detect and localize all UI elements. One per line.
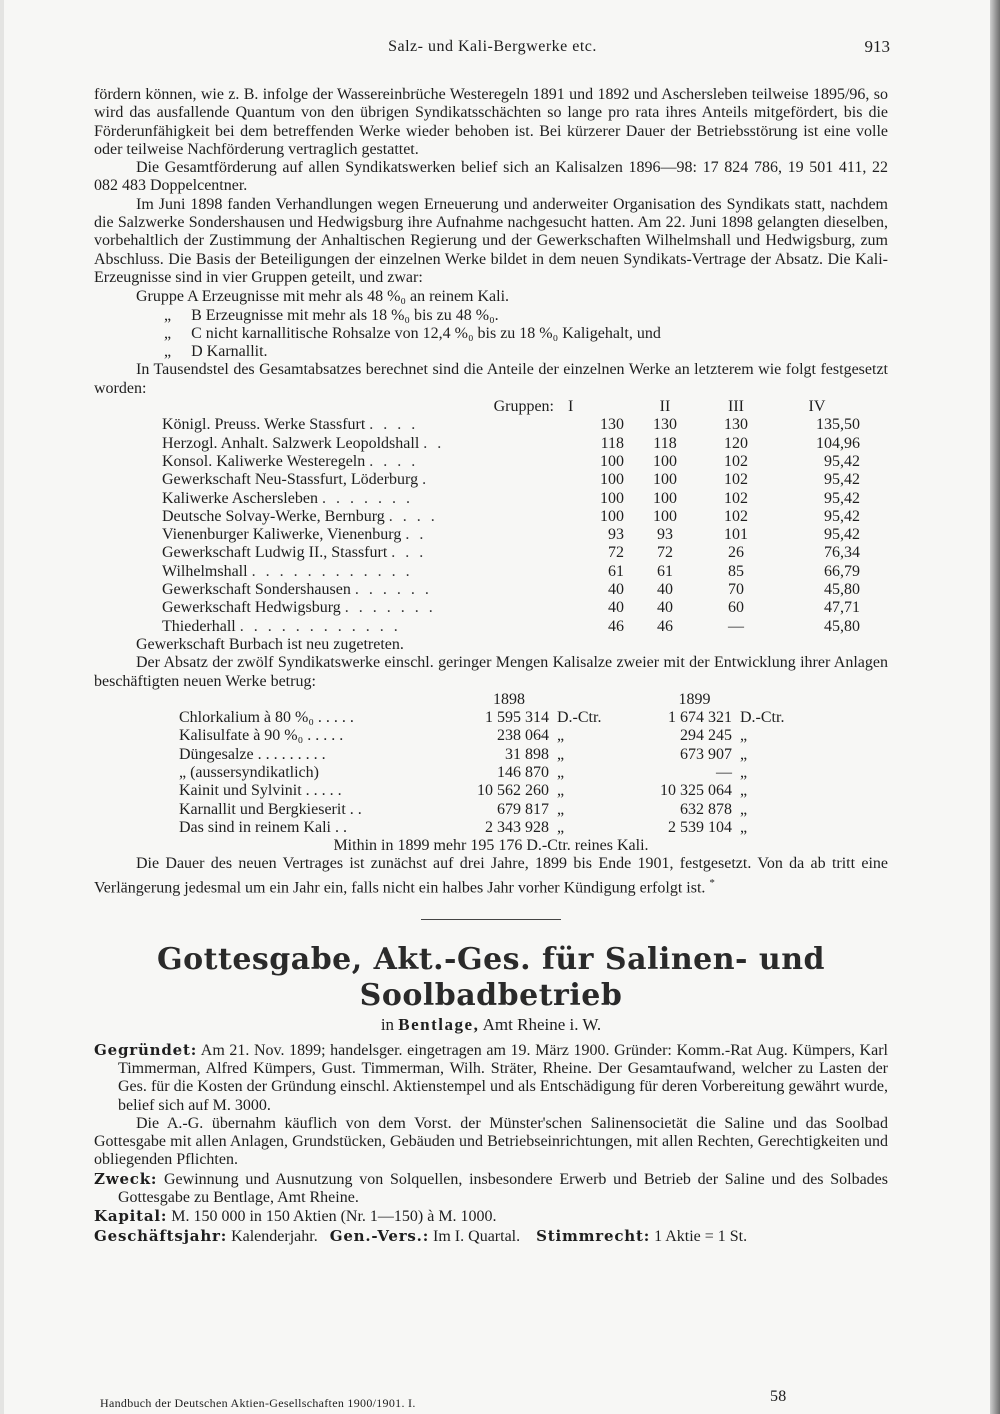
- allocation-table: [162, 398, 860, 636]
- location-name: Bentlage,: [398, 1015, 480, 1035]
- sales-value-1898: 1 595 314: [485, 709, 549, 727]
- share-value: 76,34: [824, 544, 860, 562]
- sales-value-1899: 632 878: [680, 800, 732, 818]
- share-value: 47,71: [824, 599, 860, 617]
- product-name: Chlorkalium à 80 %₀ . . . . .: [179, 709, 354, 727]
- paragraph-sales-intro: Der Absatz der zwölf Syndikatswerke einschl. geringer Mengen Kalisalze zweier mit der Entwicklung ihrer Anlagen beschäftigten neuen Werke betrug:: [94, 654, 888, 690]
- share-value: 95,42: [824, 452, 860, 470]
- allocation-row: [162, 581, 860, 599]
- sales-row: [179, 764, 820, 782]
- sales-row: [179, 727, 820, 745]
- paragraph-duration: Die Dauer des neuen Vertrages ist zunächst auf drei Jahre, 1899 bis Ende 1901, festgesetzt. Von da ab tritt eine Verlängerung jedesmal um ein Jahr ein, falls nicht ein halbes Jahr vorher Kündigung erfolgt ist. *: [94, 855, 888, 897]
- unit-1899: D.-Ctr.: [740, 709, 785, 727]
- capital-label: Kapital:: [94, 1207, 168, 1226]
- sales-value-1899: 2 539 104: [668, 818, 732, 836]
- unit-1899: „: [740, 727, 748, 745]
- general-meeting-label: Gen.-Vers.:: [329, 1226, 430, 1245]
- unit-1898: „: [557, 818, 565, 836]
- works-name: Thiederhall . . . . . . . . . . . .: [162, 617, 401, 635]
- share-value: 100: [653, 471, 677, 489]
- share-value: 130: [600, 416, 624, 434]
- unit-1898: „: [557, 727, 565, 745]
- share-value: 95,42: [824, 489, 860, 507]
- group-item: Gruppe A Erzeugnisse mit mehr als 48 %₀ an reinem Kali.: [136, 288, 510, 306]
- acquisition-entry: Die A.-G. übernahm käuflich von dem Vorst. der Münster'schen Salinensocietät die Saline und das Soolbad Gottesgabe mit allen Anlagen, Grundstücken, Gebäuden und Betriebseinrichtungen, mit allen Rechten, Gerechtigkeiten und obliegenden Pflichten.: [94, 1114, 888, 1169]
- share-value: 40: [608, 581, 624, 599]
- share-value: 70: [728, 581, 744, 599]
- share-value: 40: [608, 599, 624, 617]
- works-name: Gewerkschaft Hedwigsburg . . . . . . .: [162, 599, 436, 617]
- share-value: 95,42: [824, 526, 860, 544]
- year-header: 1898: [493, 690, 525, 708]
- sales-value-1898: 146 870: [497, 763, 549, 781]
- share-value: 66,79: [824, 562, 860, 580]
- sales-value-1898: 2 343 928: [485, 818, 549, 836]
- share-value: 85: [728, 562, 744, 580]
- sales-value-1899: 673 907: [680, 745, 732, 763]
- company-title: Gottesgabe, Akt.-Ges. für Salinen- und Soolbadbetrieb: [156, 942, 826, 1014]
- share-value: 45,80: [824, 581, 860, 599]
- sales-value-1898: 31 898: [505, 745, 549, 763]
- allocation-row: [162, 544, 860, 562]
- unit-1898: „: [557, 763, 565, 781]
- share-value: 100: [600, 489, 624, 507]
- share-value: 95,42: [824, 471, 860, 489]
- share-value: 93: [657, 526, 673, 544]
- page-body: [94, 86, 888, 1246]
- paragraph-negotiations: Im Juni 1898 fanden Verhandlungen wegen Erneuerung und anderweiter Organisation des Syndikats statt, nachdem die Salzwerke Sondershausen und Hedwigsburg ihre Aufnahme nachgesucht hatten. Am 22. Juni 1898 gelangten dieselben, vorbehaltlich der Zustimmung der Anhaltischen Regierung und der Gewerkschaften Wilhelmshall und Hedwigsburg, zum Abschluss. Die Basis der Beteiligungen der einzelnen Werke bildet in dem neuen Syndikats-Vertrage der Absatz. Die Kali-Erzeugnisse sind in vier Gruppen geteilt, und zwar:: [94, 195, 888, 286]
- share-value: 118: [653, 434, 677, 452]
- share-value: 102: [724, 471, 748, 489]
- running-title: Salz- und Kali-Bergwerke etc.: [388, 38, 597, 55]
- sales-value-1898: 10 562 260: [477, 782, 549, 800]
- share-value: 100: [600, 452, 624, 470]
- section-divider: [421, 919, 561, 920]
- unit-1899: „: [740, 745, 748, 763]
- share-value: 40: [657, 581, 673, 599]
- allocation-row: [162, 453, 860, 471]
- unit-1898: „: [557, 800, 565, 818]
- share-value: 102: [724, 452, 748, 470]
- column-header: III: [728, 398, 744, 416]
- share-value: 100: [653, 507, 677, 525]
- page-number: 913: [864, 37, 890, 56]
- purpose-entry: Zweck: Gewinnung und Ausnutzung von Solquellen, insbesondere Erwerb und Betrieb der Saline und des Solbades Gottesgabe zu Bentlage, Amt Rheine.: [94, 1169, 889, 1207]
- allocation-row: [162, 563, 860, 581]
- paragraph-continuation: fördern können, wie z. B. infolge der Wassereinbrüche Westeregeln 1891 und 1892 und Aschersleben teilweise 1895/96, so wird das ausfallende Quantum von den übrigen Syndikatsschächten so lange pro rata ihres Anteils mitgefördert, bis die Förderunfähigkeit bei dem betreffenden Werke wieder behoben ist. Bei kürzerer Dauer der Betriebsstörung ist eine volle oder teilweise Nachförderung vertraglich gestattet.: [94, 86, 888, 158]
- share-value: 101: [724, 526, 748, 544]
- allocation-header-row: [162, 398, 860, 416]
- page-left-edge: [0, 0, 4, 1414]
- share-value: 102: [724, 489, 748, 507]
- product-groups-list: [136, 288, 888, 361]
- allocation-row: [162, 526, 860, 544]
- allocation-row: [162, 471, 860, 489]
- product-name: Karnallit und Bergkieserit . .: [179, 800, 362, 818]
- sales-value-1899: 1 674 321: [668, 709, 732, 727]
- paragraph-difference: Mithin in 1899 mehr 195 176 D.-Ctr. reines Kali.: [333, 837, 649, 855]
- share-value: 102: [724, 507, 748, 525]
- share-value: 100: [600, 507, 624, 525]
- share-value: 61: [657, 562, 673, 580]
- sales-row: [179, 709, 820, 727]
- sales-row: [179, 801, 820, 819]
- share-value: 72: [608, 544, 624, 562]
- product-name: Düngesalze . . . . . . . . .: [179, 745, 326, 763]
- works-name: Gewerkschaft Ludwig II., Stassfurt . . .: [162, 544, 427, 562]
- unit-1899: „: [740, 763, 748, 781]
- share-value: —: [728, 617, 744, 635]
- share-value: 120: [724, 434, 748, 452]
- allocation-row: [162, 508, 860, 526]
- year-header: 1899: [678, 690, 711, 708]
- sales-value-1898: 679 817: [497, 800, 549, 818]
- fiscal-label: Geschäftsjahr:: [94, 1226, 228, 1245]
- share-value: 130: [653, 416, 677, 434]
- allocation-row: [162, 618, 860, 636]
- share-value: 93: [608, 526, 624, 544]
- paragraph-shares-intro: In Tausendstel des Gesamtabsatzes berechnet sind die Anteile der einzelnen Werke an letzterem wie folgt festgesetzt worden:: [94, 361, 888, 397]
- sales-header-row: [179, 691, 820, 709]
- works-name: Wilhelmshall . . . . . . . . . . . .: [162, 562, 413, 580]
- founded-entry: Gegründet: Am 21. Nov. 1899; handelsger. eingetragen am 19. März 1900. Gründer: Komm.-Rat Aug. Kümpers, Karl Timmerman, Alfred Kümpers, Gust. Timmerman, Wilh. Sträter, Rheine. Der Gesamtaufwand, welcher zu Lasten der Ges. für die Kosten der Gründung einschl. Aktienstempel und als Entschädigung für deren Vorbereitung gewährt wurde, belief sich auf M. 3000.: [94, 1040, 888, 1114]
- works-name: Kaliwerke Aschersleben . . . . . . .: [162, 489, 413, 507]
- unit-1899: „: [740, 818, 748, 836]
- share-value: 100: [600, 471, 624, 489]
- share-value: 104,96: [816, 434, 860, 452]
- works-name: Vienenburger Kaliwerke, Vienenburg . .: [162, 526, 427, 544]
- group-item: „ B Erzeugnisse mit mehr als 18 %₀ bis zu 48 %₀.: [164, 306, 499, 324]
- allocation-row: [162, 599, 860, 617]
- works-name: Königl. Preuss. Werke Stassfurt . . . .: [162, 416, 419, 434]
- allocation-row: [162, 416, 860, 434]
- founded-label: Gegründet:: [94, 1040, 198, 1059]
- sales-row: [179, 782, 820, 800]
- works-name: Gewerkschaft Neu-Stassfurt, Löderburg .: [162, 471, 430, 489]
- share-value: 95,42: [824, 507, 860, 525]
- sales-value-1899: 294 245: [680, 727, 732, 745]
- sales-row: [179, 746, 820, 764]
- page-binding-shadow: [990, 0, 1000, 1414]
- fiscal-entry: Geschäftsjahr: Kalenderjahr. Gen.-Vers.: Im I. Quartal. Stimmrecht: 1 Aktie = 1 St.: [94, 1226, 748, 1245]
- share-value: 135,50: [816, 416, 860, 434]
- sales-value-1899: —: [716, 763, 732, 781]
- share-value: 100: [653, 452, 677, 470]
- works-name: Deutsche Solvay-Werke, Bernburg . . . .: [162, 507, 438, 525]
- voting-label: Stimmrecht:: [536, 1226, 651, 1245]
- share-value: 40: [657, 599, 673, 617]
- paragraph-burbach: Gewerkschaft Burbach ist neu zugetreten.: [136, 635, 404, 653]
- unit-1899: „: [740, 800, 748, 818]
- share-value: 118: [600, 434, 624, 452]
- sales-value-1899: 10 325 064: [660, 782, 732, 800]
- page-footer: [100, 1388, 800, 1412]
- running-header: [95, 38, 890, 60]
- allocation-row: [162, 490, 860, 508]
- share-value: 46: [608, 617, 624, 635]
- column-header: I: [568, 398, 574, 416]
- share-value: 130: [724, 416, 748, 434]
- unit-1899: „: [740, 782, 748, 800]
- share-value: 72: [657, 544, 673, 562]
- groups-label: Gruppen:: [493, 398, 554, 416]
- sales-table: [179, 691, 820, 837]
- unit-1898: „: [557, 745, 565, 763]
- signature-mark: 58: [770, 1388, 787, 1405]
- share-value: 45,80: [824, 617, 860, 635]
- sales-value-1898: 238 064: [497, 727, 549, 745]
- unit-1898: D.-Ctr.: [557, 709, 602, 727]
- footnote-star: *: [709, 876, 715, 889]
- share-value: 61: [608, 562, 624, 580]
- share-value: 46: [657, 617, 673, 635]
- share-value: 60: [728, 599, 744, 617]
- share-value: 26: [728, 544, 744, 562]
- unit-1898: „: [557, 782, 565, 800]
- product-name: Kainit und Sylvinit . . . . .: [179, 782, 342, 800]
- allocation-row: [162, 435, 860, 453]
- column-header: IV: [808, 398, 826, 416]
- works-name: Konsol. Kaliwerke Westeregeln . . . .: [162, 452, 419, 470]
- works-name: Herzogl. Anhalt. Salzwerk Leopoldshall . .: [162, 434, 445, 452]
- product-name: Kalisulfate à 90 %₀ . . . . .: [179, 727, 344, 745]
- column-header: II: [659, 398, 671, 416]
- paragraph-total-output: Die Gesamtförderung auf allen Syndikatswerken belief sich an Kalisalzen 1896—98: 17 824 786, 19 501 411, 22 082 483 Doppelcentner.: [94, 159, 888, 195]
- group-item: „ C nicht karnallitische Rohsalze von 12,4 %₀ bis zu 18 %₀ Kaligehalt, und: [164, 324, 661, 342]
- group-item: „ D Karnallit.: [164, 343, 268, 361]
- product-name: Das sind in reinem Kali . .: [179, 818, 347, 836]
- product-name: „ (aussersyndikatlich): [179, 763, 319, 781]
- purpose-label: Zweck:: [94, 1169, 158, 1188]
- works-name: Gewerkschaft Sondershausen . . . . . .: [162, 581, 432, 599]
- sales-row: [179, 819, 820, 837]
- footer-text: Handbuch der Deutschen Aktien-Gesellschaften 1900/1901. I.: [100, 1396, 416, 1410]
- company-location: in Bentlage, Amt Rheine i. W.: [380, 1015, 602, 1035]
- share-value: 100: [653, 489, 677, 507]
- capital-entry: Kapital: M. 150 000 in 150 Aktien (Nr. 1—150) à M. 1000.: [94, 1207, 497, 1226]
